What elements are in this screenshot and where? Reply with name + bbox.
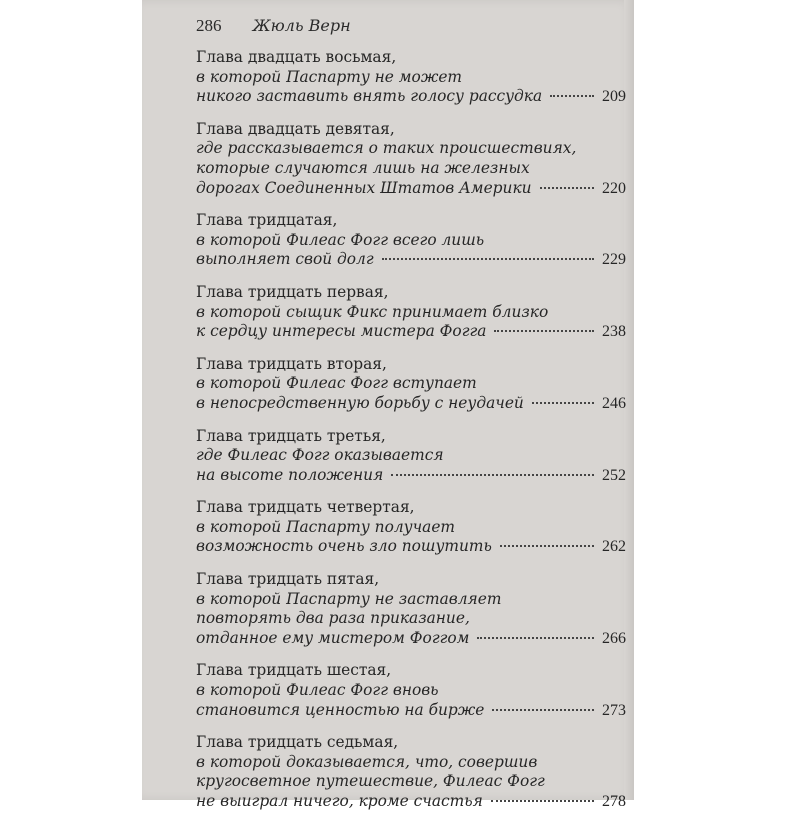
- chapter-heading: Глава тридцать третья,: [196, 426, 386, 445]
- chapter-description-line: возможность очень зло пошутить: [196, 537, 492, 556]
- chapter-description-line: становится ценностью на бирже: [196, 700, 485, 719]
- chapter-heading: Глава тридцать вторая,: [196, 354, 387, 373]
- chapter-heading: Глава тридцатая,: [196, 211, 338, 230]
- chapter-description-line: в которой доказывается, что, совершив: [196, 752, 538, 771]
- chapter-last-line: [196, 87, 626, 107]
- chapter-description-line: кругосветное путешествие, Филеас Фогг: [196, 772, 545, 791]
- dot-leader: [540, 187, 594, 189]
- toc-entry: [196, 570, 626, 648]
- running-head-author: Жюль Верн: [252, 16, 351, 35]
- chapter-description-line: выполняет свой долг: [196, 250, 374, 269]
- chapter-description-line: на высоте положения: [196, 465, 384, 484]
- chapter-description-line: где Филеас Фогг оказывается: [196, 446, 444, 465]
- toc-entry: [196, 498, 626, 557]
- chapter-page-number: 262: [602, 538, 626, 556]
- toc-entry: [196, 355, 626, 414]
- chapter-last-line: [196, 179, 626, 199]
- chapter-last-line: [196, 701, 626, 721]
- dot-leader: [391, 474, 594, 476]
- chapter-page-number: 252: [602, 466, 626, 484]
- dot-leader: [550, 95, 594, 97]
- chapter-heading: Глава тридцать шестая,: [196, 661, 392, 680]
- chapter-page-number: 273: [602, 701, 626, 719]
- dot-leader: [500, 545, 594, 547]
- chapter-last-line: [196, 322, 626, 342]
- chapter-page-number: 266: [602, 629, 626, 647]
- chapter-description-line: где рассказывается о таких происшествиях,: [196, 139, 577, 158]
- dot-leader: [382, 258, 594, 260]
- chapter-description-line: в которой Паспарту не заставляет: [196, 589, 502, 608]
- chapter-heading: Глава двадцать девятая,: [196, 119, 395, 138]
- chapter-description-line: в которой Паспарту не может: [196, 67, 463, 86]
- chapter-heading: Глава тридцать первая,: [196, 282, 389, 301]
- chapter-last-line: [196, 629, 626, 649]
- chapter-heading: Глава тридцать седьмая,: [196, 733, 399, 752]
- table-of-contents: [196, 48, 626, 825]
- chapter-description-line: в непосредственную борьбу с неудачей: [196, 393, 524, 412]
- chapter-page-number: 209: [602, 88, 626, 106]
- chapter-page-number: 246: [602, 394, 626, 412]
- chapter-description-line: в которой Филеас Фогг всего лишь: [196, 230, 485, 249]
- chapter-description-line: в которой Филеас Фогг вступает: [196, 374, 477, 393]
- chapter-heading: Глава тридцать четвертая,: [196, 498, 415, 517]
- chapter-last-line: [196, 466, 626, 486]
- chapter-description-line: не выиграл ничего, кроме счастья: [196, 792, 483, 810]
- chapter-last-line: [196, 537, 626, 557]
- chapter-description-line: к сердцу интересы мистера Фогга: [196, 322, 487, 341]
- running-head: [196, 16, 351, 36]
- chapter-last-line: [196, 250, 626, 270]
- chapter-description-line: повторять два раза приказание,: [196, 609, 470, 628]
- chapter-heading: Глава двадцать восьмая,: [196, 48, 397, 66]
- chapter-description-line: в которой сыщик Фикс принимает близко: [196, 302, 549, 321]
- toc-entry: [196, 283, 626, 342]
- dot-leader: [532, 402, 594, 404]
- chapter-page-number: 278: [602, 793, 626, 810]
- chapter-page-number: 220: [602, 179, 626, 197]
- chapter-last-line: [196, 394, 626, 414]
- dot-leader: [492, 709, 594, 711]
- chapter-last-line: [196, 792, 626, 812]
- chapter-description-line: дорогах Соединенных Штатов Америки: [196, 178, 532, 197]
- chapter-description-line: в которой Филеас Фогг вновь: [196, 681, 439, 700]
- toc-entry: [196, 427, 626, 486]
- toc-entry: [196, 211, 626, 270]
- toc-entry: [196, 661, 626, 720]
- chapter-heading: Глава тридцать пятая,: [196, 570, 380, 589]
- dot-leader: [477, 637, 594, 639]
- chapter-description-line: которые случаются лишь на железных: [196, 158, 530, 177]
- dot-leader: [491, 800, 594, 802]
- page-number: 286: [196, 16, 222, 35]
- chapter-description-line: отданное ему мистером Фоггом: [196, 628, 470, 647]
- chapter-description-line: в которой Паспарту получает: [196, 517, 456, 536]
- toc-entry: [196, 48, 626, 107]
- dot-leader: [494, 330, 594, 332]
- chapter-page-number: 238: [602, 323, 626, 341]
- toc-entry: [196, 120, 626, 198]
- chapter-description-line: никого заставить внять голосу рассудка: [196, 87, 543, 106]
- chapter-page-number: 229: [602, 251, 626, 269]
